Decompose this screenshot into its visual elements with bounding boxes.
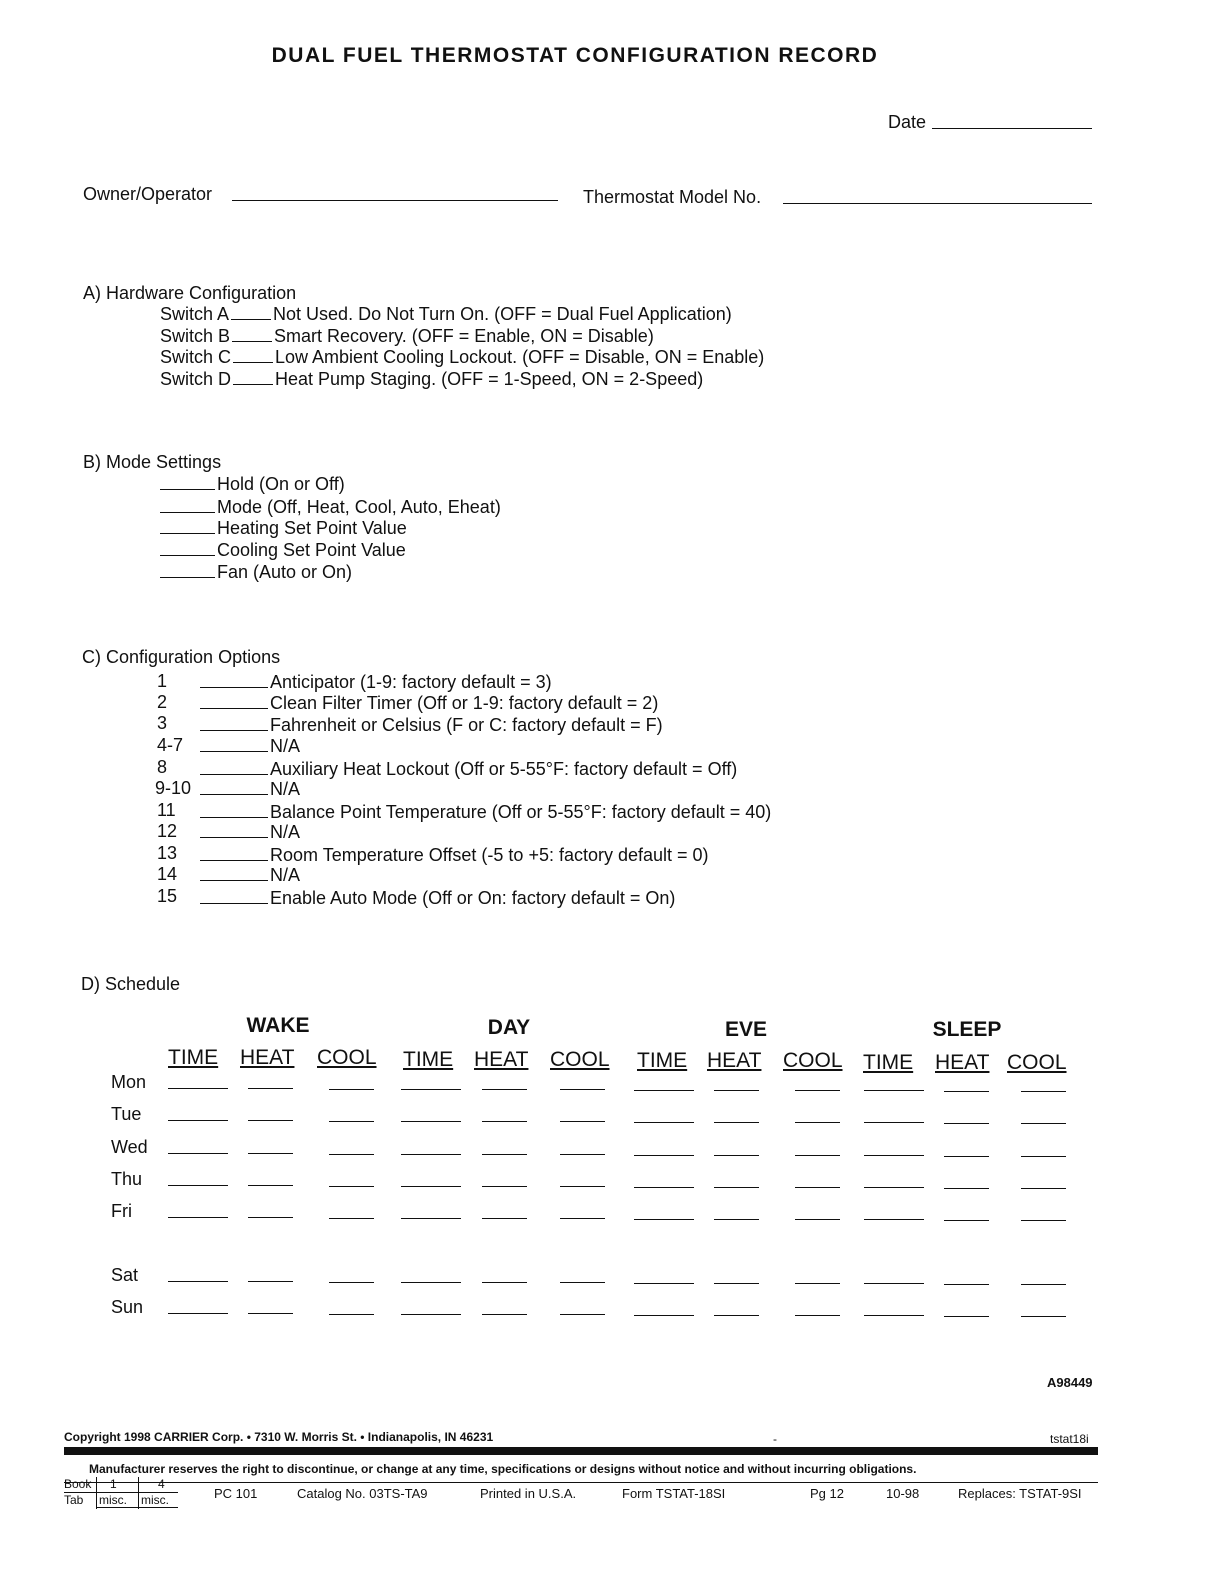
switch-text: Smart Recovery. (OFF = Enable, ON = Disable): [274, 326, 654, 346]
schedule-blank-field[interactable]: [482, 1314, 527, 1315]
schedule-blank-field[interactable]: [482, 1121, 527, 1122]
option-row: [200, 672, 552, 693]
book-rule: [64, 1492, 178, 1493]
schedule-blank-field[interactable]: [944, 1156, 989, 1157]
option-row: [200, 736, 300, 757]
schedule-blank-field[interactable]: [248, 1088, 293, 1089]
schedule-blank-field[interactable]: [401, 1218, 461, 1219]
col-header-time: TIME: [168, 1046, 219, 1069]
schedule-blank-field[interactable]: [560, 1186, 605, 1187]
switch-row: [160, 304, 732, 325]
schedule-blank-field[interactable]: [482, 1089, 527, 1090]
day-label: Sun: [111, 1297, 144, 1317]
schedule-blank-field[interactable]: [714, 1090, 759, 1091]
switch-d-field[interactable]: [233, 384, 273, 385]
mode-row: [160, 540, 406, 561]
option-text: N/A: [270, 822, 301, 842]
col-header-cool: COOL: [550, 1048, 610, 1071]
mode-row: [160, 562, 352, 583]
schedule-blank-field[interactable]: [634, 1090, 694, 1091]
option-number: 11: [157, 800, 176, 820]
schedule-blank-field[interactable]: [401, 1089, 461, 1090]
col-header-heat: HEAT: [707, 1049, 762, 1072]
schedule-blank-field[interactable]: [168, 1153, 228, 1154]
option-row: [200, 845, 709, 866]
schedule-blank-field[interactable]: [168, 1217, 228, 1218]
group-header-day: DAY: [487, 1016, 531, 1039]
day-label: Wed: [111, 1137, 148, 1157]
option-field[interactable]: [200, 794, 268, 795]
option-field[interactable]: [200, 687, 268, 688]
schedule-blank-field[interactable]: [401, 1154, 461, 1155]
date-label: Date: [888, 112, 927, 132]
schedule-blank-field[interactable]: [864, 1187, 924, 1188]
catalog-number: Catalog No. 03TS-TA9: [297, 1486, 428, 1501]
printed-in: Printed in U.S.A.: [480, 1486, 577, 1501]
schedule-blank-field[interactable]: [401, 1314, 461, 1315]
option-field[interactable]: [200, 730, 268, 731]
group-header-eve: EVE: [724, 1018, 768, 1041]
section-b-heading: B) Mode Settings: [83, 452, 222, 472]
option-row: [200, 693, 658, 714]
col-header-cool: COOL: [783, 1049, 843, 1072]
col-header-cool: COOL: [317, 1046, 377, 1069]
pc-number: PC 101: [214, 1486, 258, 1501]
mode-text: Fan (Auto or On): [217, 562, 353, 582]
schedule-blank-field[interactable]: [560, 1282, 605, 1283]
option-text: Fahrenheit or Celsius (F or C: factory default = F): [270, 715, 663, 735]
schedule-blank-field[interactable]: [168, 1313, 228, 1314]
option-text: N/A: [270, 865, 301, 885]
schedule-blank-field[interactable]: [714, 1315, 759, 1316]
disclaimer: Manufacturer reserves the right to discontinue, or change at any time, specifications or designs without notice and without incurring obligations.: [89, 1462, 917, 1476]
schedule-blank-field[interactable]: [401, 1186, 461, 1187]
schedule-blank-field[interactable]: [944, 1284, 989, 1285]
mode-row: [160, 497, 501, 518]
option-field[interactable]: [200, 751, 268, 752]
mode-row: [160, 474, 345, 495]
mode-text: Cooling Set Point Value: [217, 540, 406, 560]
schedule-blank-field[interactable]: [944, 1123, 989, 1124]
schedule-blank-field[interactable]: [634, 1315, 694, 1316]
schedule-blank-field[interactable]: [401, 1121, 461, 1122]
schedule-blank-field[interactable]: [864, 1219, 924, 1220]
option-number: 13: [157, 843, 178, 863]
group-header-wake: WAKE: [246, 1014, 310, 1037]
day-label: Fri: [111, 1201, 132, 1221]
book-divider: [138, 1477, 139, 1509]
schedule-blank-field[interactable]: [248, 1120, 293, 1121]
schedule-blank-field[interactable]: [1021, 1156, 1066, 1157]
model-field[interactable]: [783, 203, 1092, 204]
option-row: [200, 779, 300, 800]
switch-c-field[interactable]: [233, 362, 273, 363]
option-row: [200, 715, 663, 736]
schedule-blank-field[interactable]: [1021, 1188, 1066, 1189]
schedule-blank-field[interactable]: [1021, 1284, 1066, 1285]
option-number: 12: [157, 821, 178, 841]
schedule-blank-field[interactable]: [864, 1283, 924, 1284]
day-label: Tue: [111, 1104, 142, 1124]
schedule-blank-field[interactable]: [795, 1187, 840, 1188]
option-row: [200, 865, 300, 886]
schedule-blank-field[interactable]: [795, 1283, 840, 1284]
schedule-blank-field[interactable]: [714, 1122, 759, 1123]
schedule-blank-field[interactable]: [482, 1282, 527, 1283]
switch-row: [160, 347, 764, 368]
schedule-blank-field[interactable]: [1021, 1220, 1066, 1221]
owner-label: Owner/Operator: [83, 184, 213, 204]
col-header-time: TIME: [637, 1049, 688, 1072]
schedule-blank-field[interactable]: [634, 1187, 694, 1188]
tab-misc-1: misc.: [99, 1493, 127, 1507]
footer-rule: [64, 1447, 1098, 1455]
option-number: 3: [157, 713, 168, 733]
schedule-blank-field[interactable]: [482, 1186, 527, 1187]
option-text: N/A: [270, 779, 301, 799]
day-label: Mon: [111, 1072, 147, 1092]
mode-field[interactable]: [160, 555, 215, 556]
schedule-blank-field[interactable]: [329, 1282, 374, 1283]
page-title: DUAL FUEL THERMOSTAT CONFIGURATION RECORD: [271, 44, 879, 67]
schedule-blank-field[interactable]: [168, 1088, 228, 1089]
option-row: [200, 822, 300, 843]
schedule-blank-field[interactable]: [248, 1217, 293, 1218]
option-number: 9-10: [155, 778, 192, 798]
schedule-blank-field[interactable]: [168, 1281, 228, 1282]
date-field[interactable]: [932, 128, 1092, 129]
book-divider: [96, 1477, 97, 1509]
schedule-blank-field[interactable]: [795, 1090, 840, 1091]
switch-label: Switch A: [160, 304, 230, 324]
form-number: Form TSTAT-18SI: [622, 1486, 726, 1501]
print-date: 10-98: [886, 1486, 920, 1501]
day-label: Thu: [111, 1169, 143, 1189]
schedule-blank-field[interactable]: [634, 1219, 694, 1220]
schedule-blank-field[interactable]: [248, 1313, 293, 1314]
option-row: [200, 802, 771, 823]
schedule-blank-field[interactable]: [248, 1185, 293, 1186]
option-field[interactable]: [200, 903, 268, 904]
option-field[interactable]: [200, 880, 268, 881]
schedule-blank-field[interactable]: [560, 1314, 605, 1315]
switch-b-field[interactable]: [232, 341, 272, 342]
mode-text: Heating Set Point Value: [217, 518, 407, 538]
option-field[interactable]: [200, 708, 268, 709]
section-c-heading: C) Configuration Options: [82, 647, 281, 667]
mode-text: Mode (Off, Heat, Cool, Auto, Eheat): [217, 497, 501, 517]
col-header-time: TIME: [863, 1051, 914, 1074]
schedule-blank-field[interactable]: [560, 1089, 605, 1090]
schedule-blank-field[interactable]: [329, 1314, 374, 1315]
mode-field[interactable]: [160, 512, 215, 513]
col-header-cool: COOL: [1007, 1051, 1067, 1074]
schedule-blank-field[interactable]: [560, 1154, 605, 1155]
switch-label: Switch D: [160, 369, 232, 389]
switch-label: Switch C: [160, 347, 232, 367]
option-number: 2: [157, 692, 168, 712]
option-row: [200, 888, 675, 909]
page-number: Pg 12: [810, 1486, 844, 1501]
switch-label: Switch B: [160, 326, 231, 346]
tab-label: Tab: [64, 1493, 84, 1507]
schedule-blank-field[interactable]: [560, 1121, 605, 1122]
schedule-blank-field[interactable]: [401, 1282, 461, 1283]
option-number: 8: [157, 757, 168, 777]
book-4: 4: [158, 1477, 165, 1491]
schedule-blank-field[interactable]: [714, 1155, 759, 1156]
replaces: Replaces: TSTAT-9SI: [958, 1486, 1082, 1501]
option-text: Enable Auto Mode (Off or On: factory default = On): [270, 888, 676, 908]
option-field[interactable]: [200, 837, 268, 838]
schedule-blank-field[interactable]: [634, 1283, 694, 1284]
schedule-blank-field[interactable]: [248, 1153, 293, 1154]
col-header-heat: HEAT: [935, 1051, 990, 1074]
switch-text: Not Used. Do Not Turn On. (OFF = Dual Fuel Application): [273, 304, 732, 324]
schedule-blank-field[interactable]: [329, 1154, 374, 1155]
option-field[interactable]: [200, 860, 268, 861]
section-a-heading: A) Hardware Configuration: [83, 283, 297, 303]
switch-row: [160, 326, 654, 347]
schedule-blank-field[interactable]: [944, 1188, 989, 1189]
option-number: 15: [157, 886, 178, 906]
schedule-blank-field[interactable]: [714, 1187, 759, 1188]
switch-text: Low Ambient Cooling Lockout. (OFF = Disable, ON = Enable): [275, 347, 765, 367]
mode-field[interactable]: [160, 489, 215, 490]
option-text: N/A: [270, 736, 301, 756]
schedule-blank-field[interactable]: [329, 1218, 374, 1219]
schedule-blank-field[interactable]: [795, 1122, 840, 1123]
section-d-heading: D) Schedule: [81, 974, 181, 994]
col-header-time: TIME: [403, 1048, 454, 1071]
schedule-blank-field[interactable]: [864, 1315, 924, 1316]
schedule-blank-field[interactable]: [864, 1090, 924, 1091]
schedule-blank-field[interactable]: [482, 1154, 527, 1155]
copyright: Copyright 1998 CARRIER Corp. • 7310 W. Morris St. • Indianapolis, IN 46231: [64, 1430, 494, 1444]
book-1: 1: [110, 1477, 117, 1491]
schedule-blank-field[interactable]: [168, 1120, 228, 1121]
schedule-blank-field[interactable]: [634, 1122, 694, 1123]
group-header-sleep: SLEEP: [932, 1018, 1002, 1041]
footer-dash: -: [773, 1432, 777, 1446]
schedule-blank-field[interactable]: [795, 1155, 840, 1156]
schedule-blank-field[interactable]: [329, 1121, 374, 1122]
option-text: Balance Point Temperature (Off or 5-55°F: factory default = 40): [270, 802, 772, 822]
schedule-blank-field[interactable]: [1021, 1123, 1066, 1124]
book-label: Book: [64, 1477, 92, 1491]
option-text: Clean Filter Timer (Off or 1-9: factory default = 2): [270, 693, 659, 713]
figure-id: A98449: [1047, 1375, 1093, 1390]
switch-text: Heat Pump Staging. (OFF = 1-Speed, ON = 2-Speed): [275, 369, 704, 389]
switch-row: [160, 369, 703, 390]
schedule-blank-field[interactable]: [560, 1218, 605, 1219]
schedule-blank-field[interactable]: [795, 1315, 840, 1316]
mode-row: [160, 518, 407, 539]
footer-rule-thin: [64, 1482, 1098, 1483]
model-label: Thermostat Model No.: [583, 187, 762, 207]
option-field[interactable]: [200, 774, 268, 775]
tab-rule: [96, 1507, 178, 1508]
schedule-blank-field[interactable]: [1021, 1091, 1066, 1092]
mode-field[interactable]: [160, 533, 215, 534]
col-header-heat: HEAT: [240, 1046, 295, 1069]
schedule-blank-field[interactable]: [329, 1186, 374, 1187]
option-text: Auxiliary Heat Lockout (Off or 5-55°F: factory default = Off): [270, 759, 738, 779]
mode-text: Hold (On or Off): [217, 474, 345, 494]
col-header-heat: HEAT: [474, 1048, 529, 1071]
schedule-blank-field[interactable]: [944, 1220, 989, 1221]
option-number: 4-7: [157, 735, 184, 755]
file-id: tstat18i: [1050, 1432, 1089, 1446]
schedule-blank-field[interactable]: [1021, 1316, 1066, 1317]
schedule-blank-field[interactable]: [714, 1283, 759, 1284]
schedule-blank-field[interactable]: [944, 1091, 989, 1092]
option-row: [200, 759, 737, 780]
option-number: 14: [157, 864, 178, 884]
day-label: Sat: [111, 1265, 139, 1285]
schedule-blank-field[interactable]: [634, 1155, 694, 1156]
option-field[interactable]: [200, 817, 268, 818]
schedule-blank-field[interactable]: [795, 1219, 840, 1220]
switch-a-field[interactable]: [231, 319, 271, 320]
option-number: 1: [157, 671, 168, 691]
schedule-blank-field[interactable]: [168, 1185, 228, 1186]
schedule-blank-field[interactable]: [714, 1219, 759, 1220]
option-text: Room Temperature Offset (-5 to +5: factory default = 0): [270, 845, 709, 865]
schedule-blank-field[interactable]: [864, 1122, 924, 1123]
option-text: Anticipator (1-9: factory default = 3): [270, 672, 552, 692]
tab-misc-2: misc.: [141, 1493, 169, 1507]
mode-field[interactable]: [160, 577, 215, 578]
schedule-blank-field[interactable]: [944, 1316, 989, 1317]
owner-field[interactable]: [232, 200, 558, 201]
schedule-blank-field[interactable]: [482, 1218, 527, 1219]
schedule-blank-field[interactable]: [329, 1089, 374, 1090]
schedule-blank-field[interactable]: [248, 1281, 293, 1282]
schedule-blank-field[interactable]: [864, 1155, 924, 1156]
